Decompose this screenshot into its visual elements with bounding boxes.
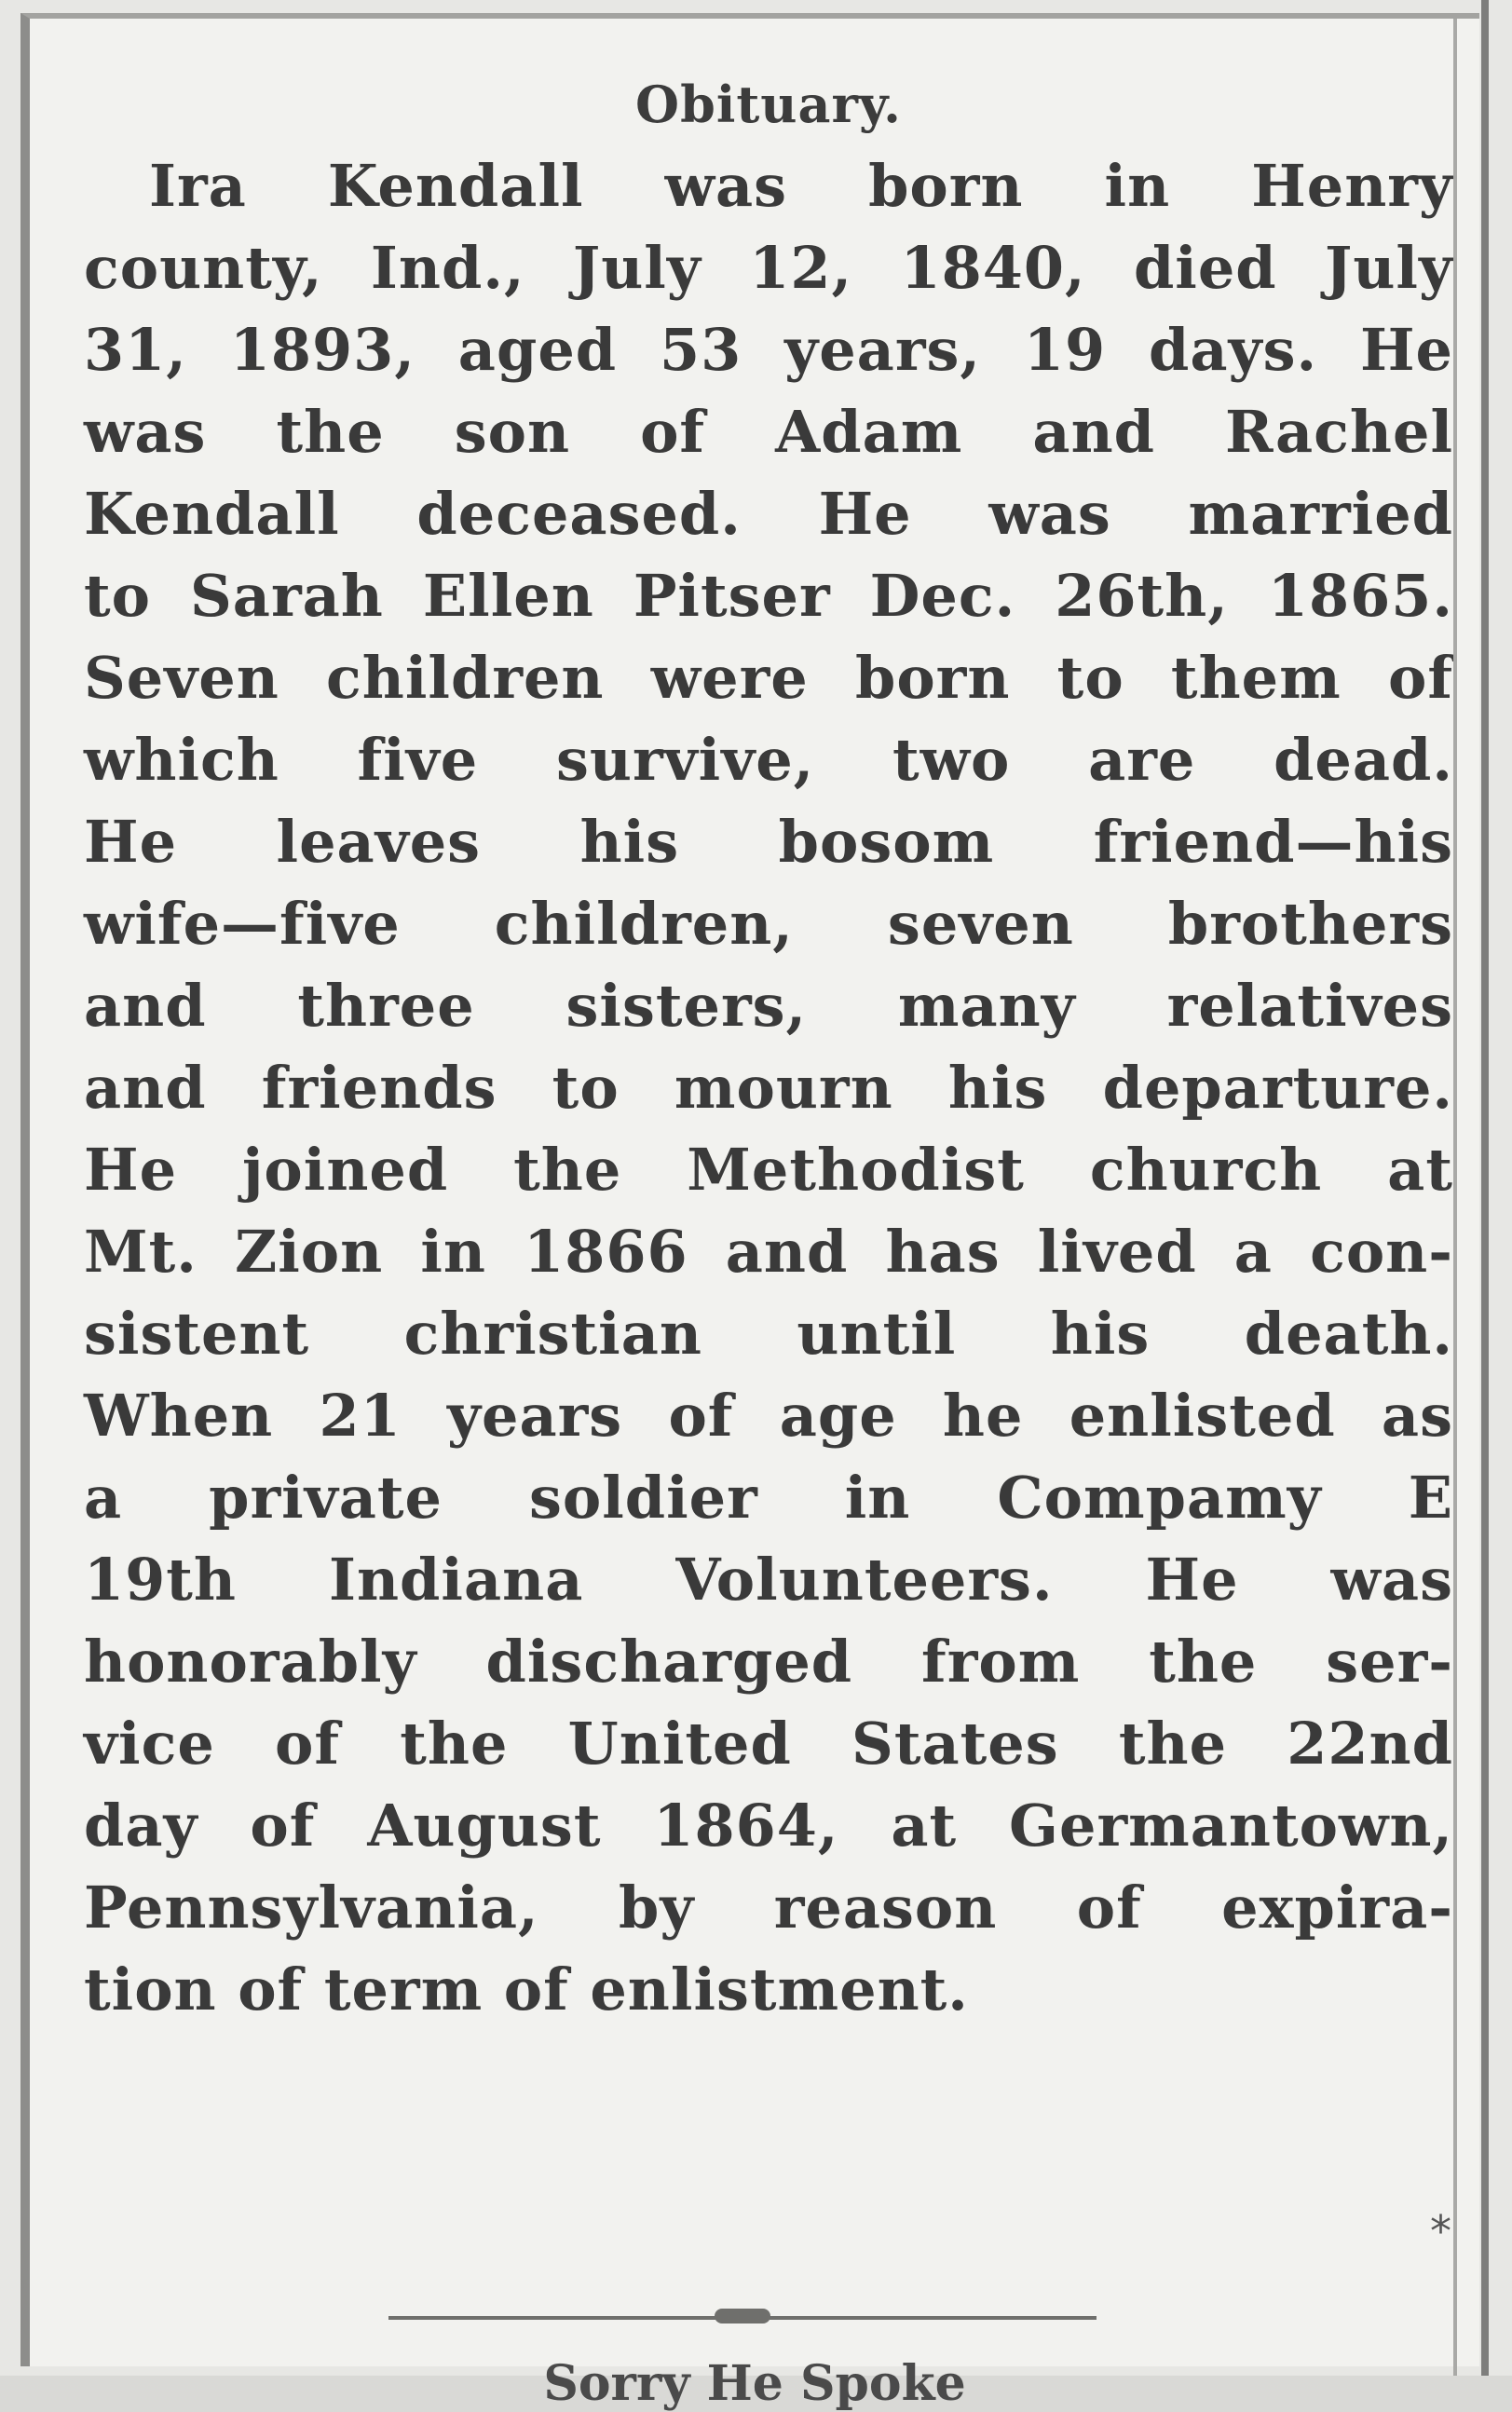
article-heading: Obituary. [635, 75, 902, 134]
body-line: Seven children were born to them of [84, 644, 1453, 712]
body-line: Ira Kendall was born in Henry [149, 152, 1453, 220]
divider-ornament [715, 2309, 770, 2323]
body-line: 31, 1893, aged 53 years, 19 days. He [84, 316, 1453, 384]
body-line: day of August 1864, at Germantown, [84, 1792, 1453, 1860]
column-rule-outer [1481, 0, 1489, 2376]
obituary-article [84, 56, 1453, 2031]
body-line: was the son of Adam and Rachel [84, 398, 1453, 466]
body-line: wife—five children, seven brothers [84, 890, 1453, 958]
body-line: He joined the Methodist church at [84, 1136, 1453, 1204]
column-rule [1453, 19, 1457, 2376]
body-line: to Sarah Ellen Pitser Dec. 26th, 1865. [84, 562, 1453, 630]
body-line: He leaves his bosom friend—his [84, 808, 1453, 876]
body-line: county, Ind., July 12, 1840, died July [84, 234, 1453, 302]
body-line: a private soldier in Compamy E [84, 1464, 1453, 1532]
body-line: Kendall deceased. He was married [84, 480, 1453, 548]
end-mark: * [1430, 2206, 1451, 2256]
body-line: which five survive, two are dead. [84, 726, 1453, 794]
body-line: Mt. Zion in 1866 and has lived a con- [84, 1218, 1453, 1286]
body-line: Pennsylvania, by reason of expira- [84, 1874, 1453, 1942]
next-article-heading: Sorry He Spoke [543, 2355, 966, 2412]
body-line: vice of the United States the 22nd [84, 1710, 1453, 1778]
body-line: When 21 years of age he enlisted as [84, 1382, 1453, 1450]
body-line: and friends to mourn his departure. [84, 1054, 1453, 1122]
column-frame [20, 13, 1479, 2412]
body-line: sistent christian until his death. [84, 1300, 1453, 1368]
body-line: tion of term of enlistment. [84, 1955, 969, 2024]
body-line: honorably discharged from the ser- [84, 1628, 1453, 1696]
body-line: and three sisters, many relatives [84, 972, 1453, 1040]
body-line: 19th Indiana Volunteers. He was [84, 1546, 1453, 1614]
